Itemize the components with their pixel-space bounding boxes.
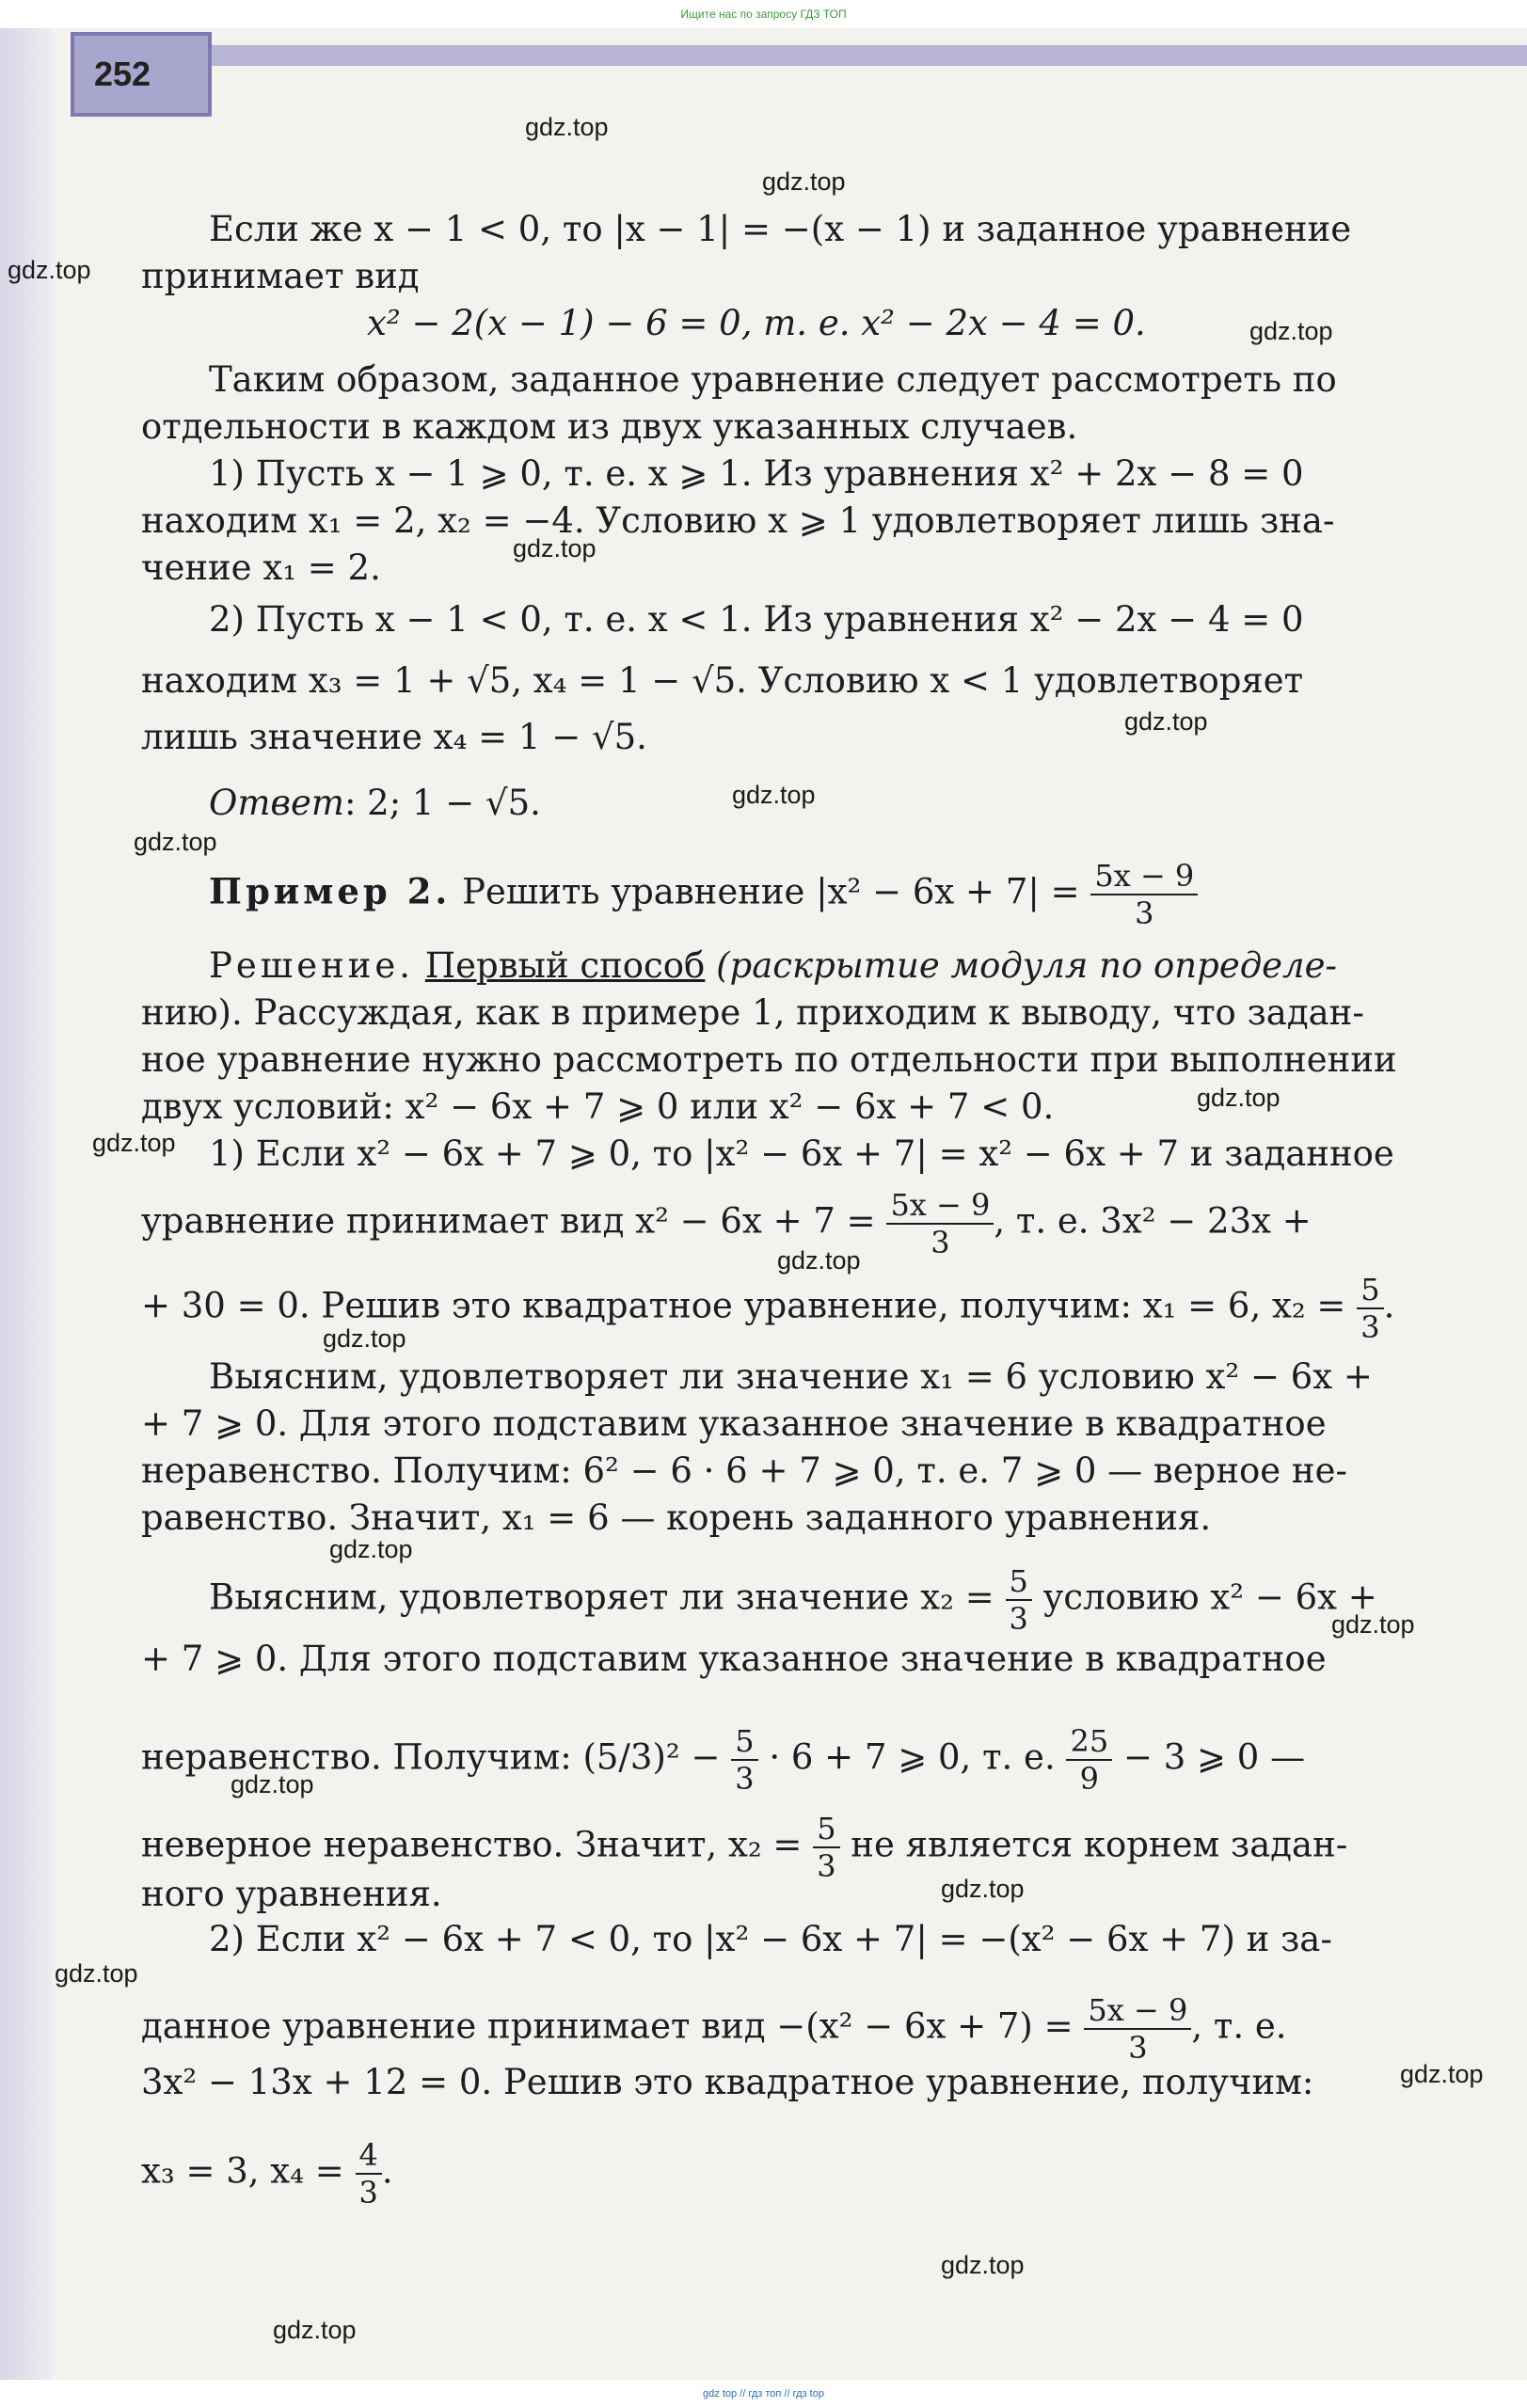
first-method: Первый способ [424, 945, 706, 986]
watermark: gdz.top [329, 1535, 413, 1563]
fraction-rhs-2: $\frac{5x - 9}{3}$ [886, 1187, 994, 1260]
watermark: gdz.top [1400, 2060, 1484, 2088]
watermark: gdz.top [1124, 707, 1208, 736]
watermark: gdz.top [513, 534, 596, 562]
line-15: нию). Рассуждая, как в примере 1, приходим к выводу, что задан- [141, 992, 1364, 1033]
line-24: равенство. Значит, x₁ = 6 — корень заданного уравнения. [141, 1497, 1212, 1538]
line-13-example [209, 858, 1198, 931]
example-text: Решить уравнение |x² − 6x + 7| = [451, 871, 1091, 912]
fraction-5-3-c: $\frac{5}{3}$ [731, 1723, 757, 1797]
watermark: gdz.top [55, 1959, 138, 1988]
watermark: gdz.top [941, 1875, 1025, 1903]
watermark: gdz.top [525, 113, 609, 141]
line-12-answer [209, 783, 541, 823]
watermark: gdz.top [323, 1324, 406, 1353]
fraction-5-3: $\frac{5}{3}$ [1357, 1272, 1383, 1345]
top-banner: Ищите нас по запросу ГДЗ ТОП [0, 0, 1527, 28]
fraction-rhs: $\frac{5x - 9}{3}$ [1090, 858, 1198, 931]
line-5: отдельности в каждом из двух указанных случаев. [141, 406, 1078, 447]
line-25: Выясним, удовлетворяет ли значение x₂ = $\frac{5}{3}$ условию x² − 6x + [209, 1563, 1377, 1637]
line-10: находим x₃ = 1 + √5, x₄ = 1 − √5. Условию x < 1 удовлетворяет [141, 660, 1304, 701]
watermark: gdz.top [777, 1246, 861, 1275]
watermark: gdz.top [8, 256, 91, 284]
line-22: + 7 ⩾ 0. Для этого подставим указанное значение в квадратное [141, 1403, 1327, 1444]
line-29: ного уравнения. [141, 1874, 442, 1914]
line-19: уравнение принимает вид x² − 6x + 7 = $\frac{5x - 9}{3}$ , т. е. 3x² − 23x + [141, 1187, 1312, 1260]
line-30: 2) Если x² − 6x + 7 < 0, то |x² − 6x + 7| = −(x² − 6x + 7) и за- [209, 1919, 1332, 1959]
watermark: gdz.top [231, 1770, 314, 1798]
line-28: неверное неравенство. Значит, x₂ = $\frac{5}{3}$ не является корнем задан- [141, 1811, 1348, 1884]
fraction-5-3-b: $\frac{5}{3}$ [1006, 1563, 1032, 1637]
line-32: 3x² − 13x + 12 = 0. Решив это квадратное уравнение, получим: [141, 2062, 1314, 2102]
line-3-formula: x² − 2(x − 1) − 6 = 0, т. е. x² − 2x − 4 = 0. [367, 303, 1146, 343]
line-31: данное уравнение принимает вид −(x² − 6x + 7) = $\frac{5x - 9}{3}$ , т. е. [141, 1992, 1287, 2066]
solution-label: Решение. [209, 945, 415, 986]
watermark: gdz.top [1249, 317, 1333, 345]
bottom-banner: gdz top // гдз топ // гдз top [0, 2380, 1527, 2408]
line-26: + 7 ⩾ 0. Для этого подставим указанное значение в квадратное [141, 1639, 1327, 1679]
header-stripe [198, 45, 1527, 66]
line-20: + 30 = 0. Решив это квадратное уравнение, получим: x₁ = 6, x₂ = $\frac{5}{3}$ . [141, 1272, 1395, 1345]
page-number: 252 [94, 55, 151, 93]
line-17: двух условий: x² − 6x + 7 ⩾ 0 или x² − 6x + 7 < 0. [141, 1086, 1055, 1127]
line-14-solution: Решение. Первый способ (раскрытие модуля по определе- [209, 945, 1338, 986]
line-1: Если же x − 1 < 0, то |x − 1| = −(x − 1) и заданное уравнение [209, 209, 1352, 249]
line-8: чение x₁ = 2. [141, 547, 381, 588]
line-9: 2) Пусть x − 1 < 0, т. е. x < 1. Из уравнения x² − 2x − 4 = 0 [209, 599, 1304, 640]
fraction-4-3: $\frac{4}{3}$ [356, 2137, 382, 2210]
watermark: gdz.top [134, 828, 217, 856]
fraction-rhs-3: $\frac{5x - 9}{3}$ [1084, 1992, 1191, 2066]
page-left-edge [0, 28, 52, 2380]
example-label: Пример 2. [209, 870, 452, 912]
line-11: лишь значение x₄ = 1 − √5. [141, 717, 647, 757]
fraction-5-3-d: $\frac{5}{3}$ [813, 1811, 839, 1884]
line-7: находим x₁ = 2, x₂ = −4. Условию x ⩾ 1 удовлетворяет лишь зна- [141, 500, 1335, 541]
answer-text: : 2; 1 − √5. [343, 783, 541, 823]
line-16: ное уравнение нужно рассмотреть по отдельности при выполнении [141, 1039, 1397, 1080]
line-6: 1) Пусть x − 1 ⩾ 0, т. е. x ⩾ 1. Из уравнения x² + 2x − 8 = 0 [209, 453, 1304, 494]
watermark: gdz.top [732, 781, 816, 809]
line-18: 1) Если x² − 6x + 7 ⩾ 0, то |x² − 6x + 7| = x² − 6x + 7 и заданное [209, 1133, 1394, 1174]
line-33: x₃ = 3, x₄ = $\frac{4}{3}$ . [141, 2137, 393, 2210]
line-4: Таким образом, заданное уравнение следует рассмотреть по [209, 359, 1337, 400]
watermark: gdz.top [1331, 1610, 1415, 1639]
fraction-25-9: $\frac{25}{9}$ [1066, 1723, 1112, 1797]
line-27: неравенство. Получим: (5/3)² − $\frac{5}{3}$ · 6 + 7 ⩾ 0, т. е. $\frac{25}{9}$ − 3 ⩾ 0 — [141, 1723, 1306, 1797]
line-2: принимает вид [141, 256, 420, 296]
watermark: gdz.top [273, 2316, 357, 2344]
watermark: gdz.top [1197, 1084, 1280, 1112]
answer-label: Ответ [209, 783, 344, 823]
watermark: gdz.top [941, 2251, 1025, 2279]
line-21: Выясним, удовлетворяет ли значение x₁ = 6 условию x² − 6x + [209, 1356, 1373, 1397]
watermark: gdz.top [92, 1129, 176, 1157]
line-23: неравенство. Получим: 6² − 6 · 6 + 7 ⩾ 0, т. е. 7 ⩾ 0 — верное не- [141, 1450, 1347, 1491]
watermark: gdz.top [762, 167, 846, 196]
